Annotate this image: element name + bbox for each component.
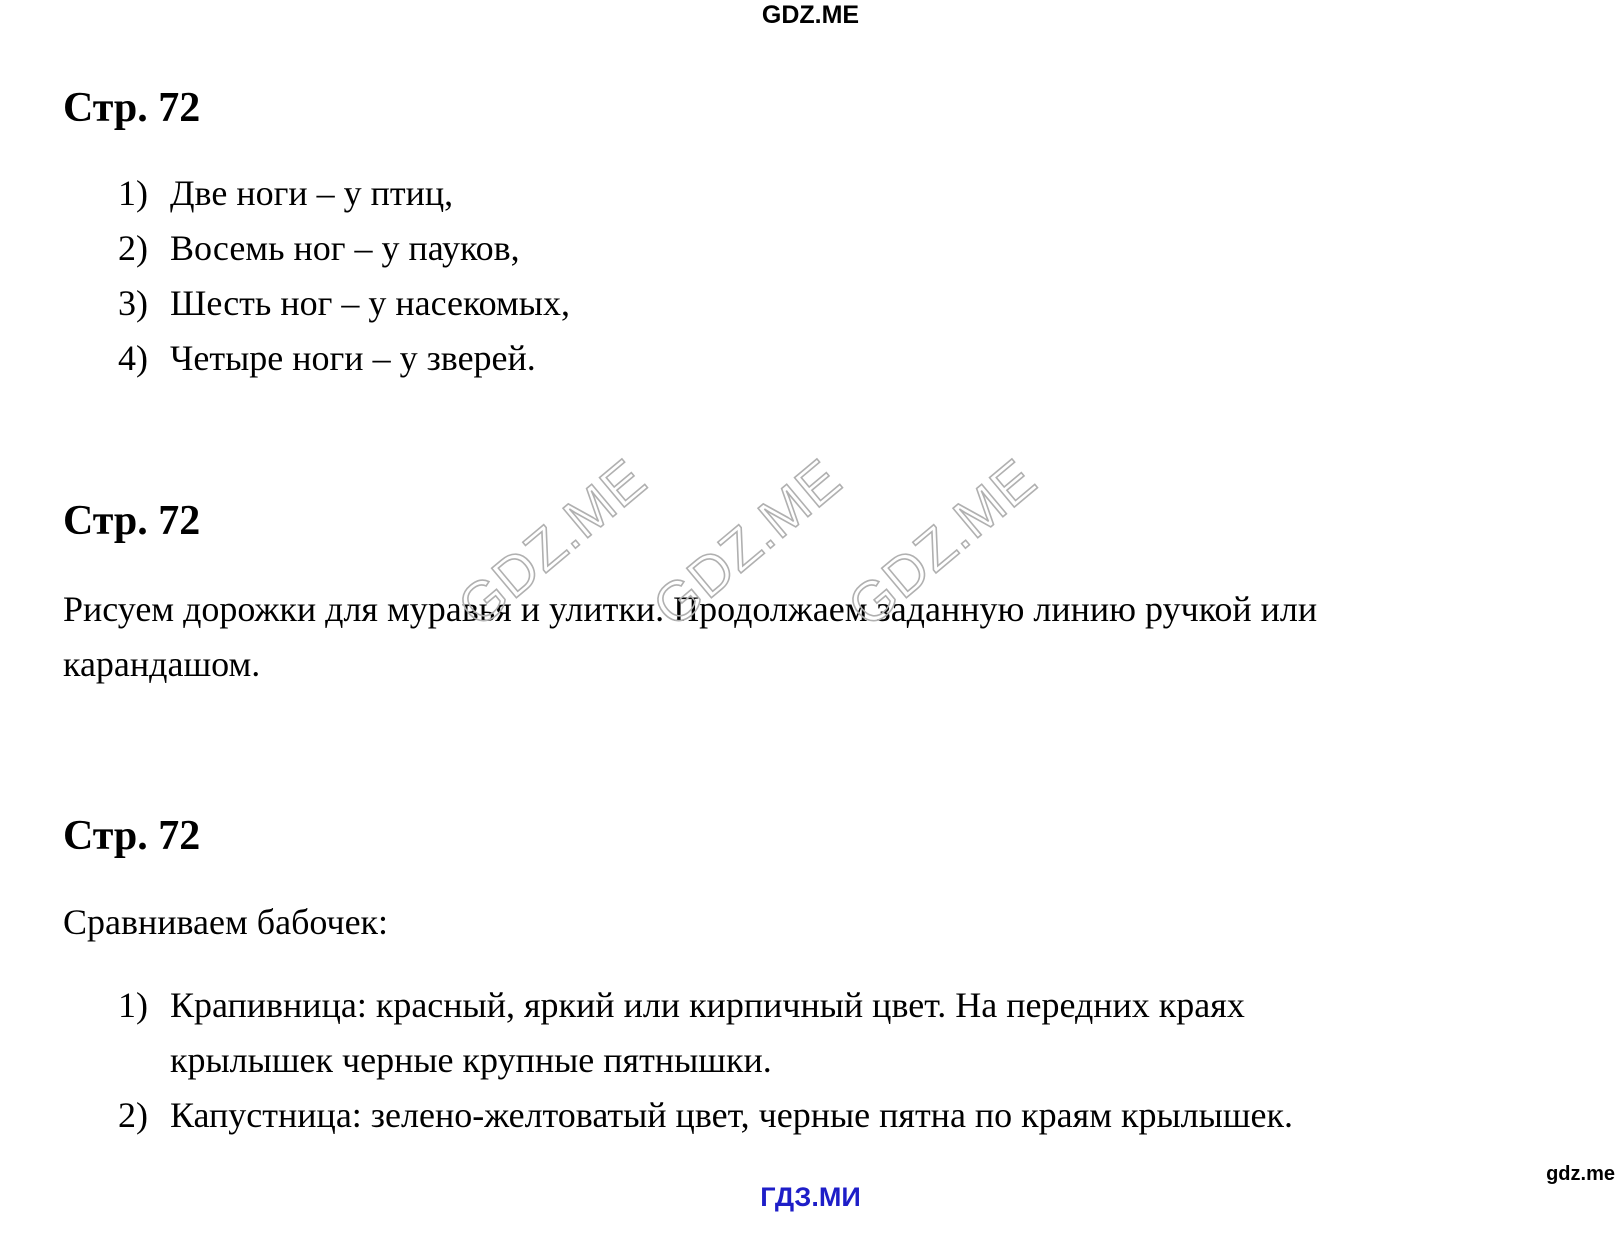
- section-1-list: [110, 166, 1530, 386]
- list-item-number: 2): [118, 228, 148, 268]
- list-item-text: Шесть ног – у насекомых,: [170, 283, 570, 323]
- watermark-logo: GDZ.ME: [835, 446, 1048, 639]
- list-item-text: Четыре ноги – у зверей.: [170, 338, 536, 378]
- site-header: GDZ.ME: [761, 1, 860, 29]
- corner-site-mark: gdz.me: [1546, 1163, 1615, 1185]
- list-item: [110, 978, 1410, 1088]
- list-item-number: 1): [118, 173, 148, 213]
- list-item: [110, 331, 1530, 386]
- section-2-paragraph: Рисуем дорожки для муравья и улитки. Продолжаем заданную линию ручкой или карандашом.: [63, 589, 1318, 684]
- list-item-text: Капустница: зелено-желтоватый цвет, черные пятна по краям крылышек.: [170, 1095, 1294, 1135]
- list-item: [110, 221, 1530, 276]
- watermark-logo: GDZ.ME: [445, 446, 658, 639]
- section-3-intro: Сравниваем бабочек:: [63, 902, 389, 942]
- list-item-number: 3): [118, 283, 148, 323]
- section-3-list: [110, 978, 1410, 1143]
- list-item-text: Восемь ног – у пауков,: [170, 228, 520, 268]
- list-item-text: Две ноги – у птиц,: [170, 173, 454, 213]
- list-item-number: 4): [118, 338, 148, 378]
- list-item-number: 2): [118, 1095, 148, 1135]
- list-item: [110, 276, 1530, 331]
- footer-site-link[interactable]: ГДЗ.МИ: [760, 1182, 861, 1212]
- section-3-heading: Стр. 72: [63, 813, 201, 859]
- list-item: [110, 166, 1530, 221]
- watermark-group: [430, 440, 1090, 639]
- section-2-heading: Стр. 72: [63, 498, 201, 544]
- watermark-logo: GDZ.ME: [640, 446, 853, 639]
- section-1-heading: Стр. 72: [63, 85, 201, 131]
- list-item-text: Крапивница: красный, яркий или кирпичный цвет. На передних краях крылышек черные крупные пятнышки.: [170, 985, 1245, 1080]
- list-item: [110, 1088, 1410, 1143]
- list-item-number: 1): [118, 985, 148, 1025]
